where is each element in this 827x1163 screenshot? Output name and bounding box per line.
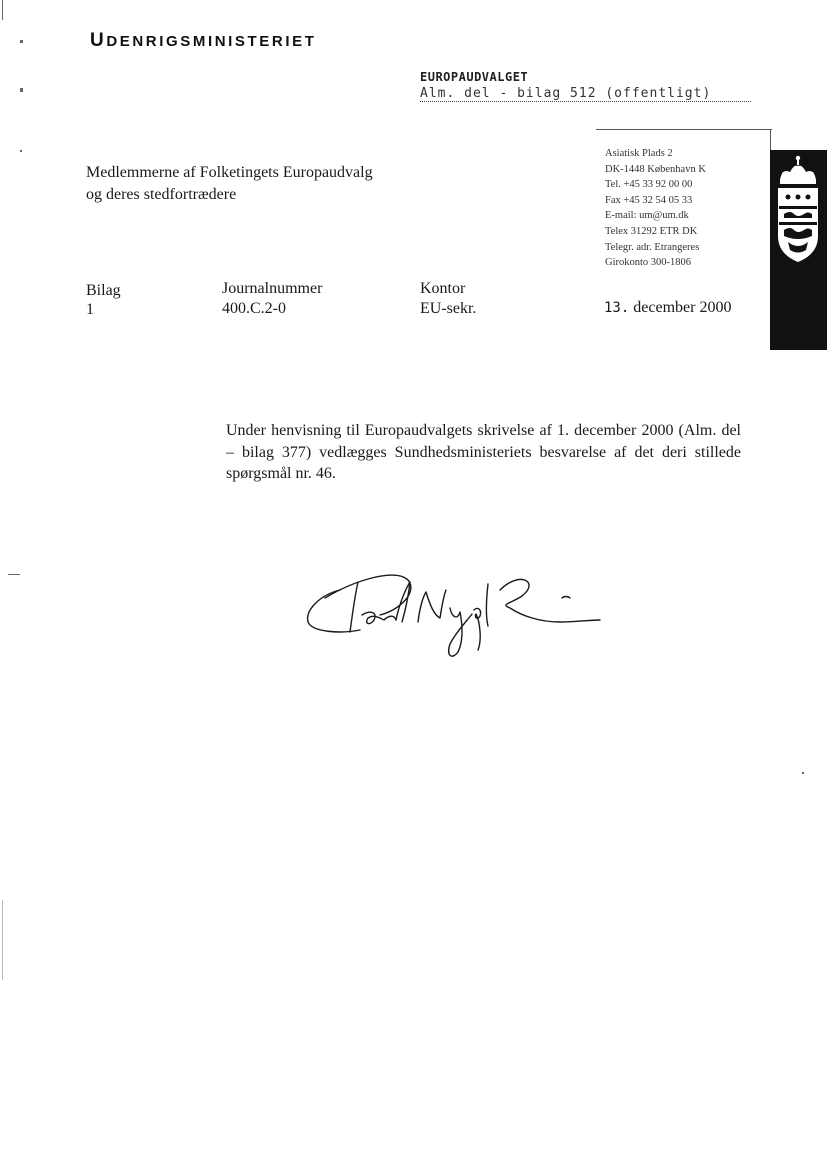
letter-date xyxy=(604,299,731,317)
stamp-reference: Alm. del - bilag 512 (offentligt) xyxy=(420,86,751,102)
journal-value: 400.C.2-0 xyxy=(222,300,286,317)
address-line: Asiatisk Plads 2 xyxy=(605,148,673,159)
journal-label: Journalnummer xyxy=(222,280,323,297)
stamp-title: EUROPAUDVALGET xyxy=(420,70,529,84)
recipient-line: og deres stedfortrædere xyxy=(86,186,237,203)
scan-edge xyxy=(2,900,3,980)
ministry-name-rest: DENRIGSMINISTERIET xyxy=(106,33,317,50)
body-paragraph: Under henvisning til Europaudvalgets skrivelse af 1. december 2000 (Alm. del – bilag 377) vedlægges Sundhedsministeriets besvarelse af det deri stillede spørgsmål nr. 46. xyxy=(226,422,741,482)
royal-crest-icon xyxy=(770,150,827,350)
scan-speck xyxy=(802,772,804,774)
scan-edge xyxy=(2,0,3,20)
ministry-name xyxy=(90,30,316,52)
address-line: Tel. +45 33 92 00 00 xyxy=(605,179,693,191)
kontor-label: Kontor xyxy=(420,280,466,297)
address-line: Telegr. adr. Etrangeres xyxy=(605,241,700,253)
date-day: 13. xyxy=(604,300,630,316)
handwritten-signature xyxy=(300,560,610,665)
ministry-initial: U xyxy=(90,30,107,51)
address-line: Telex 31292 ETR DK xyxy=(605,225,698,237)
address-line: DK-1448 København K xyxy=(605,163,706,175)
crest-panel xyxy=(770,150,827,350)
address-block xyxy=(605,146,706,271)
recipient-block xyxy=(86,162,373,206)
bilag-value: 1 xyxy=(86,301,94,318)
scan-speck xyxy=(20,88,23,92)
scan-speck xyxy=(20,40,23,43)
address-line: E-mail: um@um.dk xyxy=(605,210,689,222)
address-top-rule xyxy=(596,129,772,130)
date-month-year: december 2000 xyxy=(633,299,732,316)
scan-speck xyxy=(8,574,20,575)
address-line: Girokonto 300-1806 xyxy=(605,257,692,269)
crest-panel-connector xyxy=(770,129,771,151)
recipient-line: Medlemmerne af Folketingets Europaudvalg xyxy=(86,164,373,181)
kontor-value: EU-sekr. xyxy=(420,300,477,317)
scan-speck xyxy=(20,150,22,152)
bilag-label: Bilag xyxy=(86,282,121,299)
address-line: Fax +45 32 54 05 33 xyxy=(605,194,693,206)
